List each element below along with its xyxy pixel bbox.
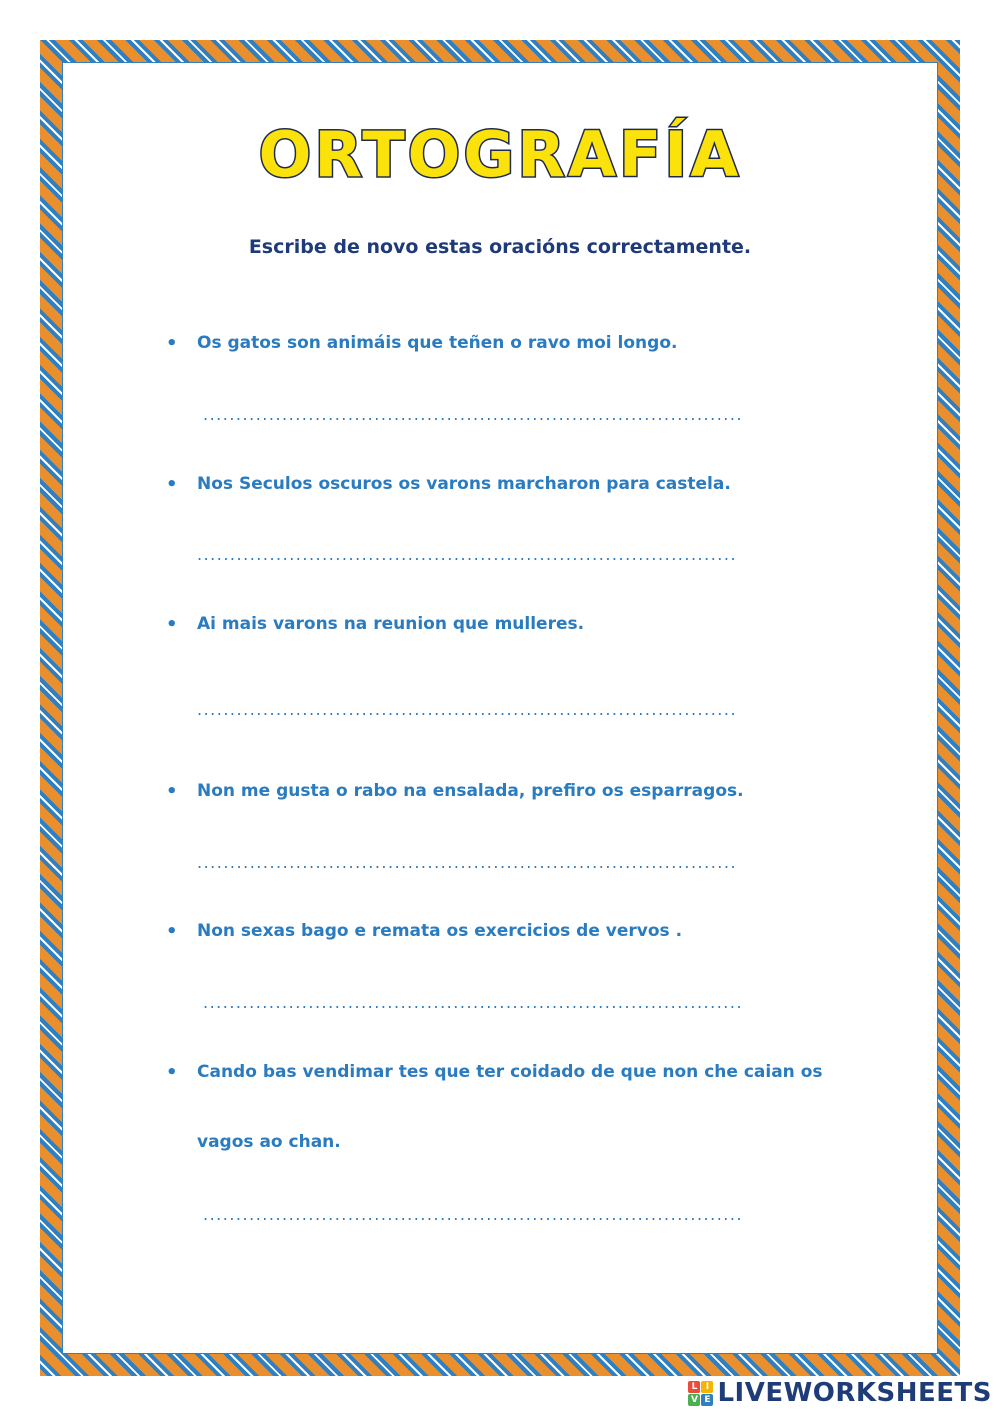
sentence-text: Nos Seculos oscuros os varons marcharon para castela. xyxy=(197,474,731,494)
sentence-text: Non sexas bago e remata os exercicios de vervos . xyxy=(197,921,683,941)
sentence-text: Ai mais varons na reunion que mulleres. xyxy=(197,614,585,634)
logo-letter-l: L xyxy=(688,1381,700,1393)
logo-letter-i: I xyxy=(701,1381,713,1393)
answer-line-6[interactable]: .................................................................................. xyxy=(203,1205,744,1224)
bullet-icon: • xyxy=(166,921,178,942)
bullet-icon: • xyxy=(166,474,178,495)
sentence-text: Cando bas vendimar tes que ter coidado de que non che caian os xyxy=(197,1062,823,1082)
answer-line-3[interactable]: .................................................................................. xyxy=(197,700,738,719)
bullet-icon: • xyxy=(166,1062,178,1083)
sentence-text: Os gatos son animáis que teñen o ravo moi longo. xyxy=(197,333,678,353)
instruction-text: Escribe de novo estas oracións correctamente. xyxy=(248,236,752,258)
answer-line-5[interactable]: .................................................................................. xyxy=(203,993,744,1012)
liveworksheets-logo xyxy=(688,1378,992,1408)
logo-letter-e: E xyxy=(701,1394,713,1406)
bullet-icon: • xyxy=(166,781,178,802)
answer-line-2[interactable]: .................................................................................. xyxy=(197,545,738,564)
sentence-continuation: vagos ao chan. xyxy=(197,1132,341,1152)
page-title: ORTOGRAFÍA xyxy=(258,118,742,191)
logo-letter-v: V xyxy=(688,1394,700,1406)
logo-text: LIVEWORKSHEETS xyxy=(717,1378,992,1408)
bullet-icon: • xyxy=(166,614,178,635)
answer-line-4[interactable]: .................................................................................. xyxy=(197,853,738,872)
answer-line-1[interactable]: .................................................................................. xyxy=(203,405,744,424)
sentence-text: Non me gusta o rabo na ensalada, prefiro os esparragos. xyxy=(197,781,744,801)
logo-mark-icon xyxy=(688,1381,713,1406)
bullet-icon: • xyxy=(166,333,178,354)
